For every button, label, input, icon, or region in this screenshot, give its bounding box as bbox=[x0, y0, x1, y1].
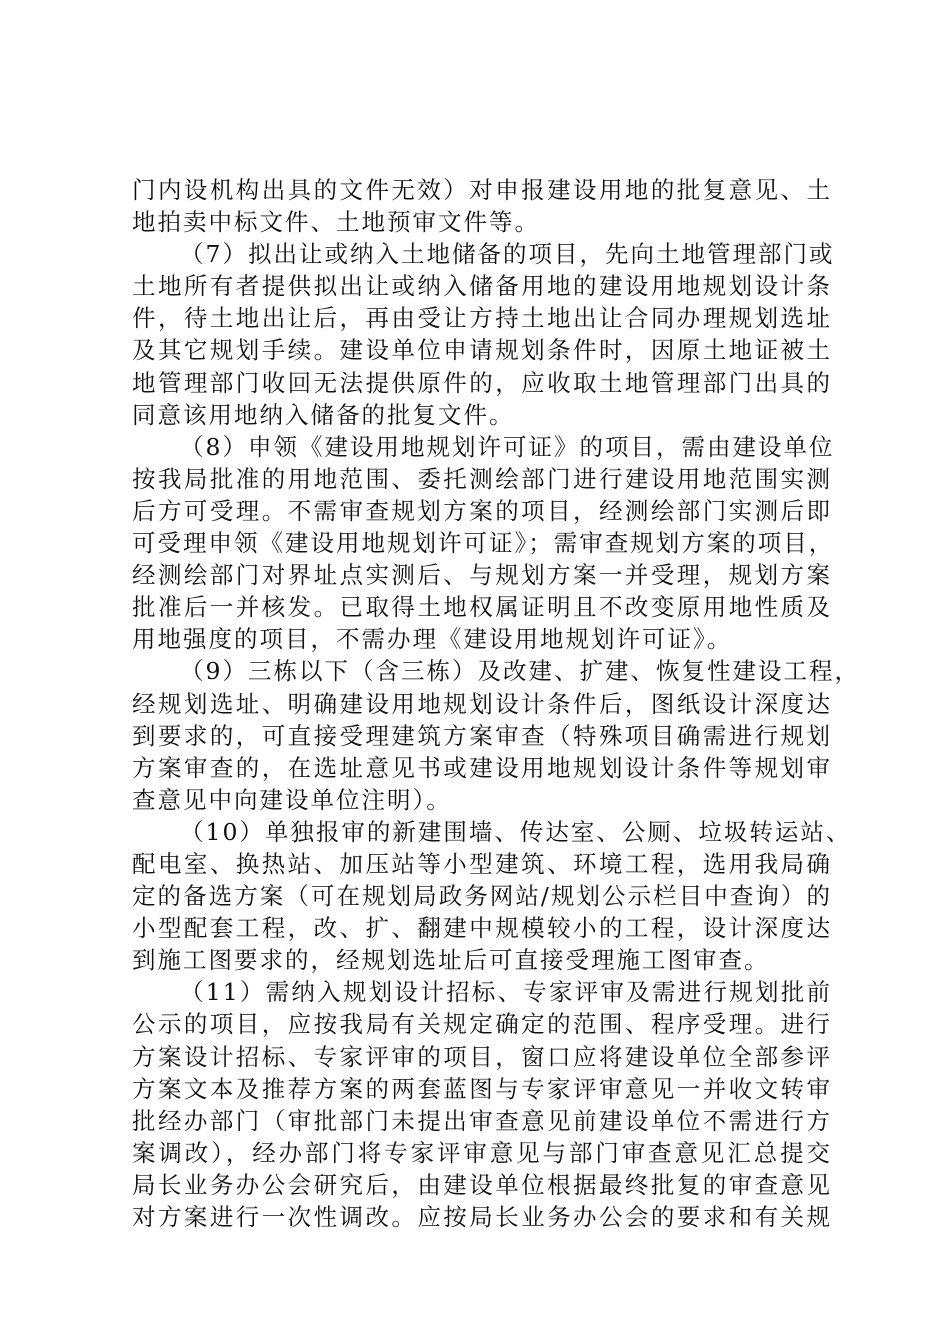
text-line: 同意该用地纳入储备的批复文件。 bbox=[132, 400, 515, 429]
text-line: 件，待土地出让后，再由受让方持土地出让合同办理规划选址 bbox=[132, 304, 832, 333]
text-line: 查意见中向建设单位注明）。 bbox=[132, 785, 452, 814]
document-body bbox=[132, 174, 860, 1233]
text-line: 到施工图要求的，经规划选址后可直接受理施工图审查。 bbox=[132, 946, 770, 975]
paragraph-first-line: （9）三栋以下（含三栋）及改建、扩建、恢复性建设工程， bbox=[180, 657, 860, 686]
text-line: 后方可受理。不需审查规划方案的项目，经测绘部门实测后即 bbox=[132, 496, 832, 525]
text-line: 地拍卖中标文件、土地预审文件等。 bbox=[132, 208, 540, 237]
paragraph-first-line: （10）单独报审的新建围墙、传达室、公厕、垃圾转运站、 bbox=[180, 817, 852, 846]
text-line: 方案设计招标、专家评审的项目，窗口应将建设单位全部参评 bbox=[132, 1042, 832, 1071]
text-line: 批经办部门（审批部门未提出审查意见前建设单位不需进行方 bbox=[132, 1106, 832, 1135]
paragraph-first-line: （11）需纳入规划设计招标、专家评审及需进行规划批前 bbox=[180, 978, 832, 1007]
text-line: 经规划选址、明确建设用地规划设计条件后，图纸设计深度达 bbox=[132, 689, 832, 718]
text-line: 配电室、换热站、加压站等小型建筑、环境工程，选用我局确 bbox=[132, 849, 832, 878]
text-line: 对方案进行一次性调改。应按局长业务办公会的要求和有关规 bbox=[132, 1203, 832, 1231]
text-line: 土地所有者提供拟出让或纳入储备用地的建设用地规划设计条 bbox=[132, 272, 832, 301]
text-line: 可受理申领《建设用地规划许可证》；需审查规划方案的项目， bbox=[132, 529, 835, 558]
text-line: 地管理部门收回无法提供原件的，应收取土地管理部门出具的 bbox=[132, 368, 832, 397]
text-line: 用地强度的项目，不需办理《建设用地规划许可证》。 bbox=[132, 625, 733, 654]
text-line: 批准后一并核发。已取得土地权属证明且不改变原用地性质及 bbox=[132, 593, 832, 622]
text-line: 方案审查的，在选址意见书或建设用地规划设计条件等规划审 bbox=[132, 753, 832, 782]
text-line: 按我局批准的用地范围、委托测绘部门进行建设用地范围实测 bbox=[132, 464, 832, 493]
text-line: 门内设机构出具的文件无效）对申报建设用地的批复意见、土 bbox=[132, 176, 832, 204]
text-line: 到要求的，可直接受理建筑方案审查（特殊项目确需进行规划 bbox=[132, 721, 832, 750]
text-line: 定的备选方案（可在规划局政务网站/规划公示栏目中查询）的 bbox=[132, 882, 832, 911]
paragraph-first-line: （7）拟出让或纳入土地储备的项目，先向土地管理部门或 bbox=[180, 240, 835, 269]
text-line: 案调改），经办部门将专家评审意见与部门审查意见汇总提交 bbox=[132, 1138, 832, 1167]
text-line: 经测绘部门对界址点实测后、与规划方案一并受理，规划方案 bbox=[132, 561, 832, 590]
text-line: 小型配套工程，改、扩、翻建中规模较小的工程，设计深度达 bbox=[132, 914, 832, 943]
text-line: 局长业务办公会研究后，由建设单位根据最终批复的审查意见 bbox=[132, 1170, 832, 1199]
text-line: 及其它规划手续。建设单位申请规划条件时，因原土地证被土 bbox=[132, 336, 832, 365]
text-line: 公示的项目，应按我局有关规定确定的范围、程序受理。进行 bbox=[132, 1010, 832, 1039]
paragraph-first-line: （8）申领《建设用地规划许可证》的项目，需由建设单位 bbox=[180, 432, 835, 461]
text-line: 方案文本及推荐方案的两套蓝图与专家评审意见一并收文转审 bbox=[132, 1074, 832, 1103]
